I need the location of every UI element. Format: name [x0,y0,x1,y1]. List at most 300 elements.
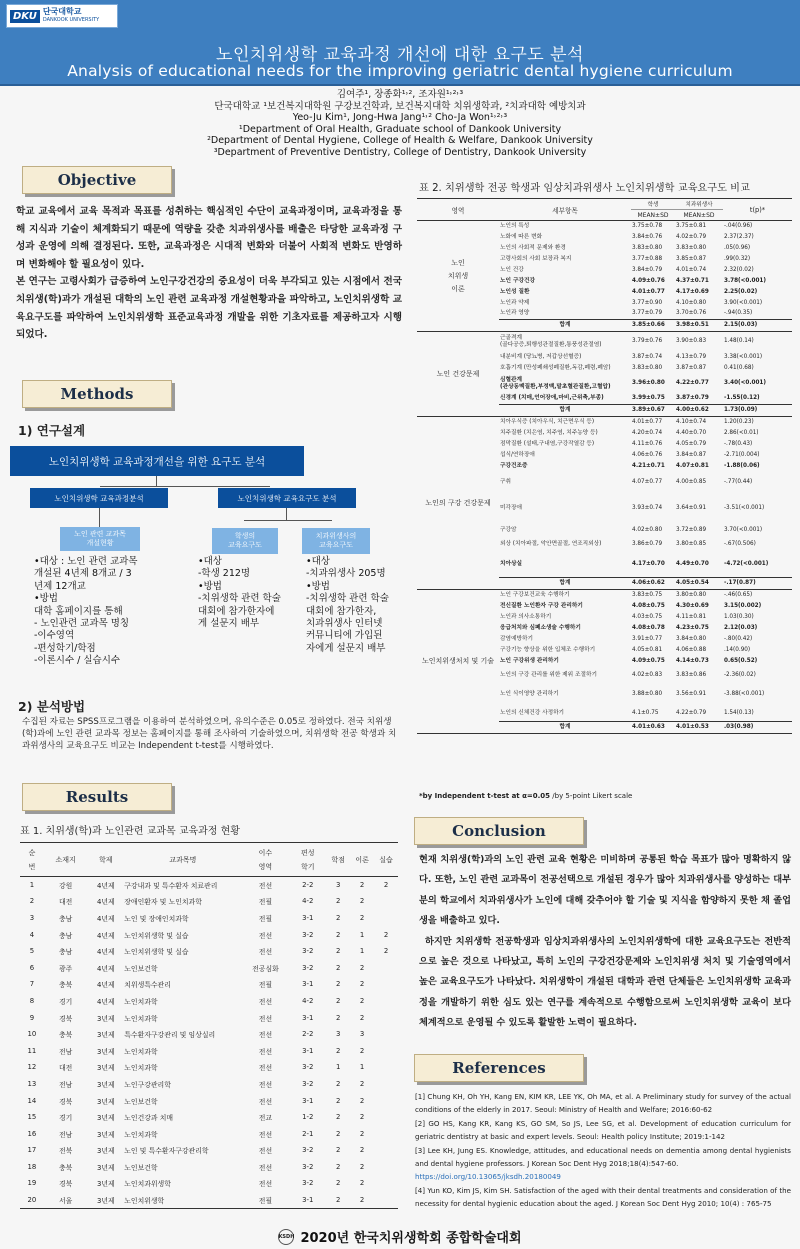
table1-cell: 2 [359,913,365,922]
table2-cell: 4.02±0.79 [676,233,707,240]
table2-cell: -.80(0.42) [724,635,753,642]
table1-cell: 전선 [258,882,273,891]
references-list [415,1090,791,1211]
table2-cell: 3.78(<0.001) [724,277,766,284]
table2-cell: 구강암 [500,527,517,533]
table1-cell: 노인치과학 [124,997,158,1006]
table2-cell: 3.70(<0.001) [724,527,763,533]
objective-paragraph-2: 본 연구는 고령사회가 급증하여 노인구강건강의 중요성이 더욱 부각되고 있는 시점에서 전국 치위생(학)과가 개설된 대학의 노인 관련 교육과정 개설현황과을 파악하고, 노인치위생학 교육요구도를 파악하여 노인치위생학 표준교육과정 개발을 위한 기초자료를 제공하고자 시행되었다. [16,276,402,341]
table1-cell [374,1175,398,1192]
university-logo [6,4,118,28]
table2-cell: -1.55(0.12) [724,395,760,402]
table2-footnote-bold: *by Independent t-test at α=0.05 [419,792,551,800]
objective-text [16,203,402,344]
table2-cell: 3.91±0.77 [632,635,663,642]
table1-cell: 경북 [58,1014,73,1023]
table1-cell: 전필 [258,914,273,923]
table1-cell: 전남 [58,1130,73,1139]
table-row [20,1076,398,1093]
flow-top-box: 노인치위생학 교육과정개선을 위한 요구도 분석 [10,446,304,476]
table2-cell: 3.79±0.76 [632,338,663,345]
table1-cell: 전교 [258,1114,273,1123]
table2-cell: 3.83±0.80 [632,364,663,371]
table1-cell: 2 [336,1096,341,1105]
table2-cell: 고령사회의 사회 보장과 복지 [500,255,572,262]
table1-cell: 3 [359,1030,365,1039]
table1-cell: 3-2 [302,1179,314,1188]
table1-cell: 2 [359,897,365,906]
reference-4: [4] Yun KO, Kim JS, Kim SH. Satisfaction of the aged with their dental treatments and consideration of the necessity for dental hygienic education about the aged. J Korean Soc Dent Hyg 2010; 10(4) : 765-75 [415,1185,791,1209]
table1-cell: 8 [29,996,35,1005]
flow-needs-analysis-box: 노인치위생학 교육요구도 분석 [218,488,356,508]
affiliation-2: ²Department of Dental Hygiene, College of Health & Welfare, Dankook University [207,135,593,146]
table2-area-label: 노인 치위생 이론 [417,221,499,332]
study-design-title: 1) 연구설계 [18,423,86,438]
table1-cell: 대전 [58,1064,73,1073]
logo-english-name: DANKOOK UNIVERSITY [42,17,100,23]
table1-cell: 전선 [258,1130,273,1139]
table1-cell [374,1059,398,1076]
table1-cell: 전공심화 [252,964,279,973]
table-row [20,893,398,910]
table2-cell: 치아상실 [500,560,522,567]
table2-cell: 4.10±0.74 [676,418,707,425]
table2-cell: -3.88(<0.001) [724,691,765,697]
reference-3-doi-link[interactable]: https://doi.org/10.13065/jksdh.20180049 [415,1172,561,1182]
table1-cell: 대전 [58,898,73,907]
table2-cell: 노인 구강보건교육 수행하기 [500,591,570,598]
table1-cell: 노인치과학 [124,1130,158,1139]
table1-cell: 2 [359,1113,365,1122]
table2-header-item: 세부항목 [499,199,631,221]
conclusion-text [419,850,791,1034]
table2-cell: -.46(0.65) [724,591,753,598]
table1-cell: 2 [336,1013,341,1022]
table2-total-cell: 2.15(0.03) [723,320,792,332]
table2-total-cell: 합계 [499,722,631,734]
flow-curriculum-analysis-box: 노인치위생학 교육과정분석 [30,488,168,508]
logo-korean-name: 단국대학교 [42,7,82,16]
table1-cell: 전남 [58,1047,73,1056]
table1-cell: 1 [336,1063,341,1072]
table1-cell: 2 [359,1046,365,1055]
table-row [417,590,792,601]
table2-cell: 4.05±0.81 [632,646,663,653]
table1-cell: 2 [336,947,341,956]
table2-cell: 4.23±0.75 [676,624,709,631]
analysis-method-text: 수집된 자료는 SPSS프로그램을 이용하여 분석하였으며, 유의수준은 0.05로 정하였다. 전국 치위생(학)과에 노인 관련 교과목 정보는 홈페이지를 통해 조사하여 기술하였으며, 치위생학 전공 학생과 치과위생사의 교육요구도 비교는 Independent t-test를 시행하였다. [22,717,397,751]
table1-cell: 2 [383,881,389,890]
table2-cell: 1.54(0.13) [724,709,754,716]
table1-cell: 전선 [258,1031,273,1040]
table1-cell: 2 [29,897,35,906]
table1-cell: 2 [350,1192,374,1209]
table1-cell: 노인보건학 [124,1097,158,1106]
table1-cell: 1 [359,1063,365,1072]
table1-cell: 2 [336,1146,341,1155]
table2-header-hygienist: 치과위생사 [675,199,723,210]
table2-cell: 3.75±0.78 [632,222,663,229]
table2-cell: 치주질환 (치은염, 치주염, 치주농양 등) [500,429,598,436]
flow-student-method-list: •대상 -학생 212명 •방법 -치위생학 관련 학술 대회에 참가한자에 게 설문지 배부 [198,556,281,630]
affiliation-3: ³Department of Preventive Dentistry, College of Dentistry, Dankook University [213,146,587,158]
table1-cell: 노인보건학 [124,964,158,973]
table1-cell: 2 [336,913,341,922]
table1-cell: 2 [359,1096,365,1105]
table2-cell: 4.06±0.76 [632,451,663,458]
table2-cell: 2.12(0.03) [724,624,758,631]
authors-english: Yeo-Ju Kim¹, Jong-Hwa Jang¹˒² Cho-Ja Won¹˒²˒³ [292,112,508,123]
table2-cell: 4.05±0.79 [676,440,707,447]
table1-cell: 충북 [58,1031,73,1040]
table2-cell: 노인의 신체건강 사정하기 [500,709,565,716]
table2-area-label: 노인의 구강 건강문제 [417,417,499,590]
table1 [20,842,398,1214]
table1-cell: 전선 [258,1014,273,1023]
table2-cell: 3.84±0.79 [632,266,663,273]
table1-cell: 전남 [58,1080,73,1089]
table1-cell: 전필 [258,898,273,907]
table2-cell: 3.40(<0.001) [724,380,766,386]
table2-cell: 1.20(0.23) [724,418,754,425]
table1-cell: 4년제 [96,981,115,990]
table2-cell: 2.25(0.02) [724,288,758,295]
table1-cell: 2 [359,1146,365,1155]
table1-cell: 13 [27,1079,37,1088]
table1-cell: 2 [336,1129,341,1138]
table1-cell: 2 [326,1192,350,1209]
table2-cell: 근골격계 (골다공증,퇴행성관절질환,통풍성관절염) [500,334,602,348]
table1-cell [374,1076,398,1093]
table2-area-label: 노인 건강문제 [417,332,499,417]
table2-cell: 4.11±0.76 [632,440,663,447]
table1-cell: 15 [27,1113,37,1122]
logo-mark: DKU [10,10,40,23]
table2-cell: 3.80±0.85 [676,541,707,547]
table1-cell: 전선 [258,931,273,940]
table1-cell: 3년제 [96,1163,115,1172]
table2-cell: 노인과 의사소통하기 [500,613,552,620]
affiliation-korean: 단국대학교 ¹보건복지대학원 구강보건학과, 보건복지대학 치위생학과, ²치과대학 예방치과 [214,100,586,112]
table2-cell: 4.07±0.77 [632,479,663,485]
table1-cell: 6 [29,963,35,972]
table2-cell: 치아우식증 (치아우식, 치근면우식 등) [500,418,595,425]
table2-cell: 노인 식이영양 관리하기 [500,691,559,697]
author-block [0,89,800,158]
table1-cell: 치위생특수관리 [124,981,171,990]
table1-cell: 3년제 [96,1097,115,1106]
table1-cell: 3년제 [96,1031,115,1040]
table1-cell: 4-2 [302,996,314,1005]
table2-total-cell: 합계 [499,405,631,417]
table-row [20,1059,398,1076]
table1-cell: 10 [27,1030,37,1039]
title-korean: 노인치위생학 교육과정 개선에 대한 요구도 분석 [216,45,584,65]
table1-cell: 2 [336,980,341,989]
table2-cell: 3.64±0.91 [676,505,707,511]
table1-cell: 2 [359,996,365,1005]
table1-cell: 노인 및 장애인치과학 [124,914,189,923]
table1-cell [374,993,398,1010]
flow-hygienist-method-list: •대상 -치과위생사 205명 •방법 -치위생학 관련 학술 대회에 참가한자, 치과위생사 인터넷 커뮤니티에 가입된 자에게 설문지 배부 [306,556,389,654]
table2-cell: 노인 건강 [500,266,524,273]
table1-cell: 노인치과학 [124,1064,158,1073]
table1-cell [374,1192,398,1209]
table2-header-student: 학생 [631,199,675,210]
table1-cell: 2 [359,1162,365,1171]
table1-cell: 19 [27,1179,37,1188]
table2-cell: 4.02±0.80 [632,527,663,533]
table2-cell: 4.09±0.76 [632,277,665,284]
table2-area-label: 노인치위생처치 및 기술 [417,590,499,734]
table1-cell: 9 [29,1013,35,1022]
table1-cell: 구강내과 및 특수환자 치료관리 [124,882,218,891]
table1-cell: 전선 [258,1064,273,1073]
table1-cell: 16 [27,1129,37,1138]
table1-cell: 노인치과학 [124,1047,158,1056]
conference-footer [0,1224,800,1249]
table2-cell: 4.07±0.81 [676,462,709,469]
table1-cell: 전북 [58,1147,73,1156]
table2-cell: 3.93±0.74 [632,505,663,511]
table-row [20,1109,398,1126]
table1-cell: 3 [336,1030,341,1039]
table2-cell: 3.88±0.80 [632,691,663,697]
table2-cell: 4.21±0.71 [632,462,665,469]
table1-cell: 3-2 [302,930,314,939]
table1-header-cell: 이수 영역 [242,843,290,877]
table2-footnote [419,792,632,800]
table2-cell: 2.32(0.02) [724,266,754,273]
society-emblem-icon: KSDH [278,1229,294,1245]
table1-cell: 1 [359,947,365,956]
table1-cell: 3-2 [302,947,314,956]
table-row [20,1125,398,1142]
table1-cell: 2 [359,963,365,972]
references-header: References [414,1054,584,1082]
table2-cell: 노인의 특성 [500,222,530,229]
table2-cell: 4.11±0.81 [676,613,707,620]
table2-cell: 4.14±0.73 [676,657,709,664]
table1-cell: 2 [336,963,341,972]
table1-cell: 4년제 [96,882,115,891]
table1-cell: 2 [383,947,389,956]
table2-cell: 3.90(<0.001) [724,299,763,306]
table1-cell: 3년제 [96,1114,115,1123]
table2-cell: 4.01±0.74 [676,266,707,273]
table2-cell: 1.03(0.30) [724,613,754,620]
table2-cell: 4.20±0.74 [632,429,663,436]
table1-cell: 12 [27,1063,37,1072]
table2-cell: 노인 구강위생 관리하기 [500,657,559,664]
table1-cell: 노인보건학 [124,1163,158,1172]
table1-cell: 노인 및 특수환자구강관리학 [124,1147,209,1156]
table1-cell: 3-1 [302,1013,314,1022]
conclusion-header: Conclusion [414,817,584,845]
flow-connector [244,520,332,521]
table2-cell: 4.13±0.79 [676,353,707,360]
table2-cell: 감염예방하기 [500,635,533,642]
table2-total-cell: 4.01±0.63 [631,722,675,734]
table2-total-cell: 4.00±0.62 [675,405,723,417]
table1-cell [374,1092,398,1109]
table1-cell [374,1109,398,1126]
table2-total-cell: 3.85±0.66 [631,320,675,332]
objective-header: Objective [22,166,172,194]
table2-cell: 구강기능 향상을 위한 입체조 수행하기 [500,646,596,653]
table1-cell: 4년제 [96,948,115,957]
table1-cell: 3년제 [87,1192,124,1209]
table2-cell: 점막질환 (설태,구내염,구강작열감 등) [500,440,595,447]
table1-cell: 2 [336,1162,341,1171]
table2-total-cell: 합계 [499,578,631,590]
affiliation-1: ¹Department of Oral Health, Graduate school of Dankook University [238,123,562,135]
table2-cell: -2.36(0.02) [724,671,756,678]
table1-cell: 충북 [58,1163,73,1172]
table1-cell [374,1125,398,1142]
table2-cell: 3.83±0.80 [632,244,663,251]
table2-cell: 3.77±0.79 [632,310,663,317]
table2-cell: 3.75±0.81 [676,222,707,229]
table-row [417,332,792,352]
table1-cell: 2 [336,1179,341,1188]
table1-cell: 충북 [58,981,73,990]
table-row [20,1026,398,1043]
table2-header-area: 영역 [417,199,499,221]
table1-cell: 3-1 [302,913,314,922]
table2-header-meansd-1: MEAN±SD [631,210,675,221]
table2-cell: 4.01±0.77 [632,288,665,295]
conclusion-paragraph-2: 하지만 치위생학 전공학생과 임상치과위생사의 노인치위생학에 대한 교육요구도는 전반적으로 높은 것으로 나타났고, 특히 노인의 구강건강문제와 노인치위생 처치 및 기술영역에서 높은 교육요구도가 나타났다. 치위생학이 개설된 대학과 관련 단체들은 노인치위생학 교육과정을 개발하기 위한 심도 있는 연구를 계속적으로 수행함으로써 노인치위생학 교육이 보다 체계적으로 운영될 수 있도록 활발한 노력이 필요하다. [419,935,791,1029]
table2-cell: 4.01±0.77 [632,418,663,425]
table1-cell: 17 [27,1146,37,1155]
table2-cell: 3.85±0.87 [676,255,707,262]
table1-cell: 3년제 [96,1147,115,1156]
table1-header-cell: 이론 [350,843,374,877]
table1-header-cell: 순 번 [20,843,44,877]
table2-cell: 4.10±0.80 [676,299,707,306]
table2-cell: 3.77±0.88 [632,255,663,262]
table2-cell: 0.41(0.68) [724,364,754,371]
table-row [20,976,398,993]
table-row [20,1092,398,1109]
table1-cell [374,1042,398,1059]
flow-curriculum-method-list: •대상 : 노인 관련 교과목 개설된 4년제 8개교 / 3 년제 12개교 •방법 대학 홈페이지를 통해 - 노인관련 교과목 명칭 -이수영역 -편성학기/학점 -이론시수 / 실습시수 [34,556,138,667]
table2-cell: 섭식/연하장애 [500,451,535,458]
table1-cell: 장애인환자 및 노인치과학 [124,898,202,907]
table1-cell: 전선 [258,1180,273,1189]
table2-cell: 3.80±0.80 [676,591,707,598]
table1-cell: 4 [29,930,35,939]
authors-korean: 김여주¹, 장종화¹˒², 조자원¹˒²˒³ [336,89,464,100]
table2-cell: 3.96±0.80 [632,380,665,386]
table2-cell: 3.72±0.89 [676,527,707,533]
table2-cell: -.04(0.96) [724,222,753,229]
table1-cell: 3-2 [302,1079,314,1088]
table-row [417,221,792,232]
table2-cell: 3.56±0.91 [676,691,707,697]
table2-cell: -4.72(<0.001) [724,560,769,567]
table1-cell: 2 [359,980,365,989]
table-row [20,993,398,1010]
table2-cell: 4.37±0.71 [676,277,709,284]
table1-cell: 3 [336,881,341,890]
table1-header-cell: 소재지 [44,843,87,877]
table1-cell [374,910,398,927]
table2-cell: 3.84±0.80 [676,635,707,642]
table2-cell: 4.40±0.70 [676,429,707,436]
table1-cell: 3-1 [302,980,314,989]
table1-cell [374,1009,398,1026]
table1-cell: 충남 [58,914,73,923]
table2-cell: 4.1±0.75 [632,709,659,716]
table2-cell: 노인과 영양 [500,310,530,317]
table2-cell: 3.70±0.76 [676,310,707,317]
table1-cell: 4년제 [96,931,115,940]
table1-cell: 노인치과위생학 [124,1180,171,1189]
table2-cell: 4.22±0.79 [676,709,707,716]
table-row [20,943,398,960]
table2-cell: 신경계 (치매,언어장애,마비,근위축,부종) [500,395,604,402]
table1-cell: 광주 [58,964,73,973]
table1-cell: 2 [359,1013,365,1022]
table1-cell: 노인치과학 [124,1014,158,1023]
table2-cell: 노인과 약제 [500,299,530,306]
table2-cell: 3.83±0.80 [676,244,707,251]
table1-cell: 전필 [258,981,273,990]
table1-cell: 전선 [258,1163,273,1172]
table2-cell: 응급처치와 심폐소생술 수행하기 [500,624,581,631]
table1-cell: 11 [27,1046,37,1055]
table2-cell: 2.86(<0.01) [724,429,759,436]
table2-cell: 심혈관계 (관상동맥질환,부정맥,말초혈관질환,고혈압) [500,376,611,390]
table2-cell: 3.90±0.83 [676,338,707,345]
table2-total-cell: 4.05±0.54 [675,578,723,590]
table2-total-cell: 4.06±0.62 [631,578,675,590]
title-banner [0,0,800,86]
table2-cell: 4.17±0.69 [676,288,709,295]
table1-cell: 2-1 [302,1129,314,1138]
table-row [20,1192,398,1209]
table1-cell: 2-2 [302,881,314,890]
table-row [20,910,398,927]
table2-cell: 노인성 질환 [500,288,530,295]
table2-cell: 4.00±0.85 [676,479,707,485]
table1-cell: 2 [336,897,341,906]
table-row [20,877,398,894]
table-row [20,959,398,976]
table1-grid [20,842,398,1209]
table2-cell: 4.30±0.69 [676,602,709,609]
reference-1: [1] Chung KH, Oh YH, Kang EN, KIM KR, LEE YK, Oh MA, et al. A Preliminary study for survey of the actual conditions of the elderly in 2017. Seoul: Ministry of Health and Welfare; 2016:60-62 [415,1092,791,1115]
table2-cell: .14(0.90) [724,646,751,653]
table1-cell: 5 [29,947,35,956]
reference-3: [3] Lee KH, Jung ES. Knowledge, attitudes, and educational needs on dementia among dental hygienists and dental hygiene professors. J Korean Soc Dent Hyg 2018;18(4):547-60. [415,1145,791,1169]
table-row [20,1142,398,1159]
table1-cell: 경기 [58,1114,73,1123]
table1-cell: 20 [20,1192,44,1209]
flow-connector [156,476,157,486]
table1-cell [374,1026,398,1043]
table2-cell: 3.15(0.002) [724,602,762,609]
table2-cell: 내분비계 (당뇨병, 저갑상선혈증) [500,353,582,360]
table1-cell: 4-2 [302,897,314,906]
table1-cell: 노인치위생학 [124,1192,241,1209]
table1-cell: 7 [29,980,35,989]
reference-2: [2] GO HS, Kang KR, Kang KS, GO SM, So JS, Lee SG, et al. Development of education curriculum for geriatric dentistry at basic and expert levels. Seoul: Health policy Institute; 2019:1-142 [415,1118,791,1142]
table1-cell: 2 [383,930,389,939]
table1-cell: 전선 [258,1047,273,1056]
